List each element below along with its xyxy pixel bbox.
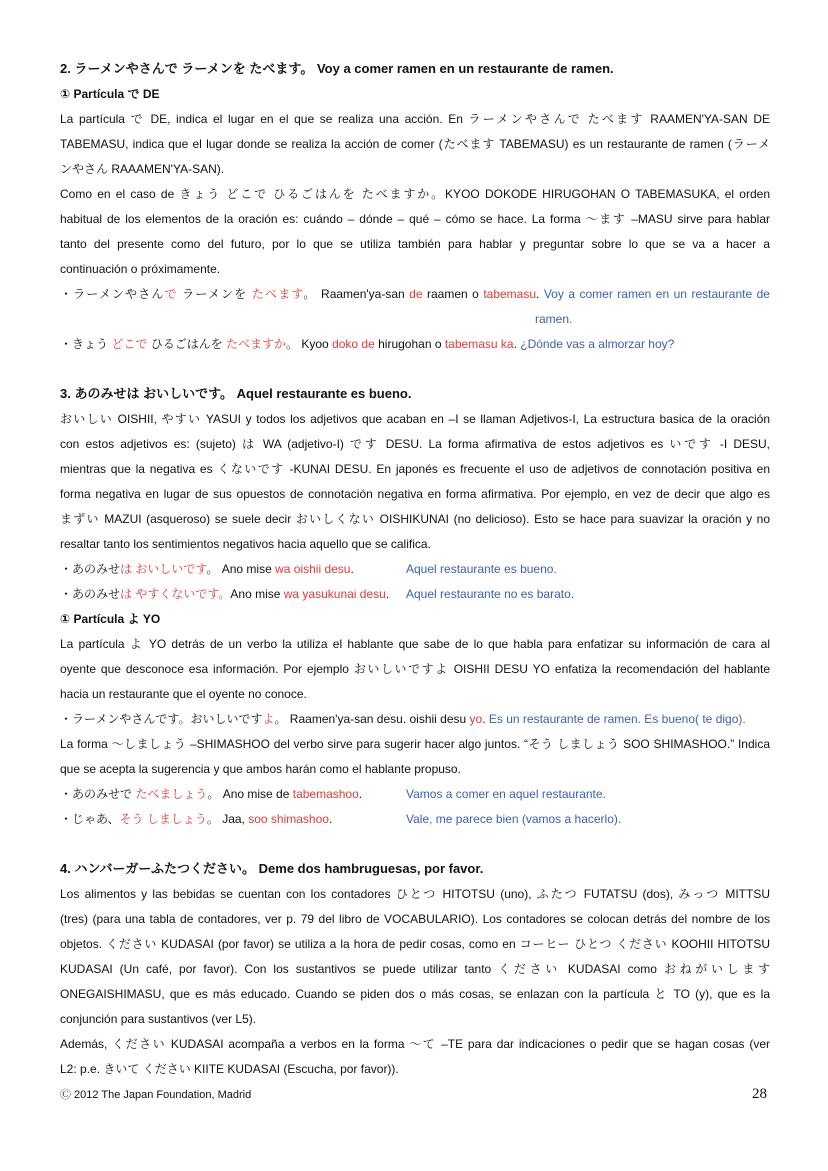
highlighted-japanese-text: tabemasu ka: [444, 337, 514, 351]
text-line: [60, 259, 770, 279]
text-segment: ・ラーメンやさん: [60, 287, 165, 301]
translation-text: ramen.: [535, 312, 573, 326]
text-line: [60, 509, 770, 529]
highlighted-japanese-text: soo shimashoo: [248, 812, 329, 826]
text-line: [60, 434, 770, 454]
text-segment: hirugohan o: [374, 337, 445, 351]
text-segment: ひるごはんを: [147, 337, 227, 351]
text-line: [60, 109, 770, 129]
text-segment: KUDASAI (Un café, por favor). Con los sustantivos se puede utilizar tanto ください KUDASAI como おねがいします: [60, 962, 770, 976]
text-segment: mientras que la negativa es くないです -KUNAI DESU. En japonés es frecuente el uso de adjetivos de connotación positiva en: [60, 462, 770, 476]
text-segment: oyente que desconoce esa información. Por ejemplo おいしいですよ OISHII DESU YO enfatiza la recomendación del hablante: [60, 662, 770, 676]
text-line: [60, 659, 770, 679]
highlighted-japanese-text: de: [409, 287, 423, 301]
text-segment: habitual de los elementos de la oración es: cuándo – dónde – qué – cómo se hace. La forma ～ます –MASU sirve para hablar: [60, 212, 770, 226]
text-segment: La forma ～しましょう –SHIMASHOO del verbo sirve para sugerir hacer algo juntos. “そう しましょう SOO SHIMASHOO.” Indica: [60, 737, 770, 751]
text-segment: Ano mise: [230, 587, 284, 601]
example-line: [60, 784, 770, 804]
text-segment: Los alimentos y las bebidas se cuentan con los contadores ひとつ HITOTSU (uno), ふたつ FUTATSU (dos), みっつ MITTSU: [60, 887, 770, 901]
section-heading: [60, 859, 770, 879]
text-segment: 。 Kyoo: [286, 337, 333, 351]
text-segment: ・あのみせ: [60, 562, 121, 576]
highlighted-japanese-text: たべます: [251, 287, 304, 301]
text-segment: ・あのみせで: [60, 787, 136, 801]
text-line: [60, 409, 770, 429]
text-segment: forma negativa en lugar de sus opuestos de connotación negativa en forma afirmativa. Por ejemplo, en vez de decir que algo es: [60, 487, 770, 501]
text-line: [60, 184, 770, 204]
text-segment: ・きょう: [60, 337, 112, 351]
example-line: [60, 584, 770, 604]
text-segment: resaltar tanto los sentimientos negativos hacia aquello que se califica.: [60, 537, 431, 551]
subsection-heading: [60, 609, 770, 629]
example-line: [60, 284, 770, 304]
text-line: [60, 534, 770, 554]
text-segment: hacia un restaurante que el oyente no conoce.: [60, 687, 307, 701]
text-segment: que se acepta la sugerencia y que ambos harán como el hablante propuso.: [60, 762, 461, 776]
text-segment: (tres) (para una tabla de contadores, ver p. 79 del libro de VOCABULARIO). Los contadores se colocan detrás del nombre de los: [60, 912, 770, 926]
text-segment: .: [328, 812, 333, 826]
text-line: [60, 909, 770, 929]
text-line: [60, 209, 770, 229]
translation-text: Vale, me parece bien (vamos a hacerlo).: [406, 812, 622, 826]
text-segment: ラーメンを: [177, 287, 252, 301]
text-segment: ンやさん RAAAMEN'YA-SAN).: [60, 162, 225, 176]
text-segment: ・じゃあ、: [60, 812, 120, 826]
highlighted-japanese-text: は おいしいです: [120, 562, 207, 576]
text-line: [60, 459, 770, 479]
translation-text: ¿Dónde vas a almorzar hoy?: [520, 337, 675, 351]
text-line: [60, 984, 770, 1004]
text-segment: L2: p.e. きいて ください KIITE KUDASAI (Escucha, por favor)).: [60, 1062, 399, 1076]
text-segment: 。 Ano mise de: [207, 787, 293, 801]
text-segment: 。 Jaa,: [206, 812, 249, 826]
text-line: [60, 934, 770, 954]
text-segment: まずい MAZUI (asqueroso) se suele decir おいしくない OISHIKUNAI (no delicioso). Esto se hace para suavizar la oración y no: [60, 512, 770, 526]
highlighted-japanese-text: tabemasu: [483, 287, 537, 301]
translation-text: Voy a comer ramen en un restaurante de: [543, 287, 770, 301]
text-segment: ONEGAISHIMASU, que es más educado. Cuando se piden dos o más cosas, se enlazan con la partícula と TO (y), que es la: [60, 987, 770, 1001]
text-line: [60, 159, 770, 179]
example-line: [60, 809, 770, 829]
text-segment: TABEMASU, indica que el lugar donde se realiza la acción de comer (たべます TABEMASU) es un restaurante de ramen (ラーメ: [60, 137, 770, 151]
highlighted-japanese-text: よ: [262, 712, 275, 726]
text-segment: continuación o próximamente.: [60, 262, 221, 276]
subsection-heading: [60, 84, 770, 104]
text-segment: おいしい OISHII, やすい YASUI y todos los adjetivos que acaban en –I se llaman Adjetivos-I, La estructura basica de la oración: [60, 412, 770, 426]
text-line: [60, 734, 770, 754]
text-line: [60, 959, 770, 979]
text-segment: 。 Raamen'ya-san desu. oishii desu: [274, 712, 470, 726]
highlighted-japanese-text: どこで: [111, 337, 148, 351]
text-segment: 。 Ano mise: [206, 562, 276, 576]
text-line: [60, 134, 770, 154]
text-segment: .: [513, 337, 521, 351]
copyright-footer: Ⓒ 2012 The Japan Foundation, Madrid: [60, 1089, 252, 1101]
example-line: [60, 559, 770, 579]
text-line: [60, 759, 770, 779]
translation-text: Vamos a comer en aquel restaurante.: [406, 787, 606, 801]
text-segment: con estos adjetivos es: (sujeto) は WA (adjetivo-I) です DESU. La forma afirmativa de estos adjetivos es いです -I DESU,: [60, 437, 770, 451]
text-segment: ・ラーメンやさんです。おいしいです: [60, 712, 263, 726]
highlighted-japanese-text: doko de: [332, 337, 375, 351]
text-line: [60, 484, 770, 504]
translation-text: Es un restaurante de ramen. Es bueno( te digo).: [488, 712, 746, 726]
text-segment: ・あのみせ: [60, 587, 121, 601]
text-segment: .: [482, 712, 489, 726]
translation-text: Aquel restaurante no es barato.: [406, 587, 575, 601]
text-line: [535, 309, 572, 329]
text-line: [60, 1009, 770, 1029]
text-line: [60, 684, 770, 704]
section-heading: [60, 384, 770, 404]
text-line: [60, 884, 770, 904]
page-number: 28: [752, 1086, 767, 1102]
text-segment: .: [358, 787, 363, 801]
highlighted-japanese-text: wa yasukunai desu: [283, 587, 386, 601]
highlighted-japanese-text: は やすくないです。: [120, 587, 231, 601]
text-segment: La partícula よ YO detrás de un verbo la utiliza el hablante que sabe de lo que habla para enfatizar su información de cara al: [60, 637, 770, 651]
highlighted-japanese-text: たべましょう: [135, 787, 208, 801]
text-segment: La partícula で DE, indica el lugar en el que se realiza una acción. En ラーメンやさんで たべます RAAMEN'YA-SAN DE: [60, 112, 770, 126]
text-segment: .: [350, 562, 354, 576]
text-segment: 3. あのみせは おいしいです。 Aquel restaurante es bueno.: [60, 386, 412, 401]
text-segment: raamen o: [422, 287, 484, 301]
text-segment: .: [385, 587, 390, 601]
text-segment: tanto del presente como del futuro, por lo que se utiliza también para hablar y preguntar sobre lo que se va a hacer a: [60, 237, 770, 251]
highlighted-japanese-text: そう しましょう: [119, 812, 207, 826]
text-segment: ① Partícula で DE: [60, 87, 160, 101]
text-segment: 。 Raamen'ya-san: [303, 287, 410, 301]
highlighted-japanese-text: たべますか: [226, 337, 287, 351]
text-line: [60, 1034, 770, 1054]
text-segment: Como en el caso de きょう どこで ひるごはんを たべますか。KYOO DOKODE HIRUGOHAN O TABEMASUKA, el orden: [60, 187, 770, 201]
text-line: [60, 1059, 770, 1079]
text-line: [60, 234, 770, 254]
highlighted-japanese-text: yo: [469, 712, 483, 726]
text-line: [60, 634, 770, 654]
section-heading: [60, 59, 770, 79]
text-segment: ① Partícula よ YO: [60, 612, 161, 626]
highlighted-japanese-text: wa oishii desu: [275, 562, 351, 576]
text-segment: .: [536, 287, 544, 301]
text-segment: objetos. ください KUDASAI (por favor) se utiliza a la hora de pedir cosas, como en コーヒー ひとつ ください KOOHII HITOTSU: [60, 937, 770, 951]
text-segment: Además, ください KUDASAI acompaña a verbos en la forma ～て –TE para dar indicaciones o pedir que se hagan cosas (ver: [60, 1037, 770, 1051]
translation-text: Aquel restaurante es bueno.: [406, 562, 557, 576]
highlighted-japanese-text: で: [164, 287, 178, 301]
text-segment: 2. ラーメンやさんで ラーメンを たべます。 Voy a comer ramen en un restaurante de ramen.: [60, 61, 614, 76]
highlighted-japanese-text: tabemashoo: [292, 787, 359, 801]
example-line: [60, 334, 770, 354]
example-line: [60, 709, 770, 729]
text-segment: conjunción para sustantivos (ver L5).: [60, 1012, 257, 1026]
text-segment: 4. ハンバーガーふたつください。 Deme dos hambruguesas, por favor.: [60, 861, 484, 876]
